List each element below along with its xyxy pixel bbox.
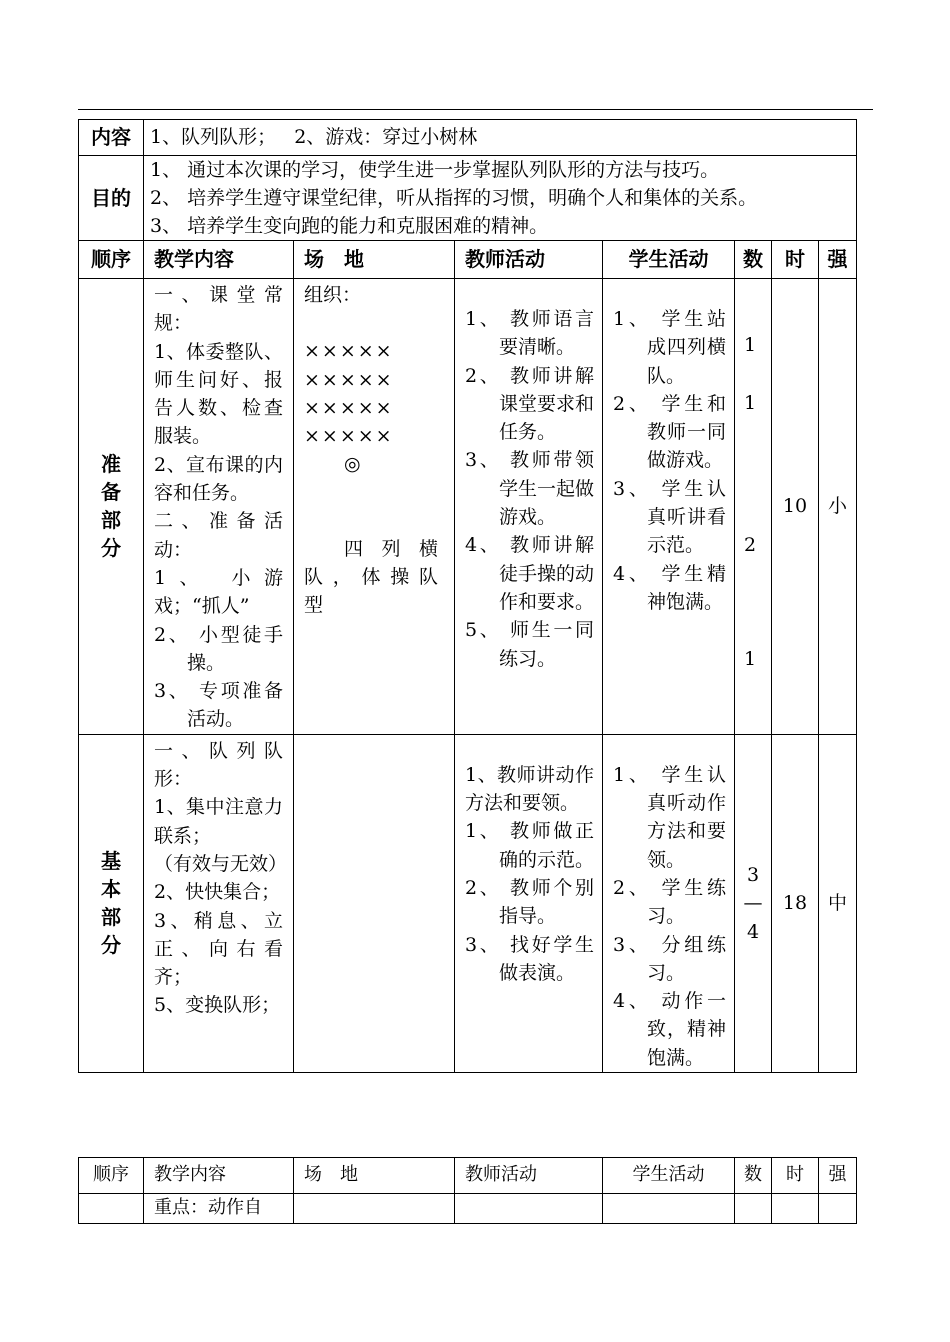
header-count: 数 xyxy=(735,241,772,279)
formation-row: ××××× xyxy=(304,396,394,419)
header-field: 场 地 xyxy=(294,241,455,279)
header-time: 时 xyxy=(772,1158,819,1194)
basic-count: 3 — 4 xyxy=(735,734,772,1072)
formation-row: ××××× xyxy=(304,368,394,391)
header-count: 数 xyxy=(735,1158,772,1194)
field-note: 四列横队，体操队型 xyxy=(304,537,444,617)
prep-row xyxy=(79,279,857,735)
content-text: 1、队列队形； 2、游戏：穿过小树林 xyxy=(144,120,857,156)
header-intensity: 强 xyxy=(819,241,857,279)
basic-teacher: 1、教师讲动作方法和要领。 1、 教师做正确的示范。 2、 教师个别指导。 3、 找好学生做表演。 xyxy=(455,734,603,1072)
prep-field: 组织： ××××× ××××× ××××× ××××× ◎ 四列横队，体操队型 xyxy=(294,279,455,735)
top-rule xyxy=(78,109,873,110)
formation-row: ××××× xyxy=(304,425,394,448)
goal-item: 3、 培养学生变向跑的能力和克服困难的精神。 xyxy=(150,215,549,237)
lesson-plan-table xyxy=(78,119,857,1073)
header-teacher: 教师活动 xyxy=(455,1158,603,1194)
header-time: 时 xyxy=(772,241,819,279)
second-header-row xyxy=(79,1158,857,1194)
prep-label: 准 备 部 分 xyxy=(79,279,144,735)
prep-counts: 1 1 2 1 xyxy=(735,279,772,735)
basic-content: 一、队列队形： 1、集中注意力联系； （有效与无效） 2、快快集合； 3、稍息、立正、向右看齐； 5、变换队形； xyxy=(144,734,294,1072)
header-student: 学生活动 xyxy=(603,241,735,279)
prep-teacher: 1、 教师语言要清晰。 2、 教师讲解课堂要求和任务。 3、 教师带领学生一起做游戏。 4、 教师讲解徒手操的动作和要求。 5、 师生一同练习。 xyxy=(455,279,603,735)
formation-row: ××××× xyxy=(304,340,394,363)
goal-item: 1、 通过本次课的学习，使学生进一步掌握队列队形的方法与技巧。 xyxy=(150,159,720,181)
header-student: 学生活动 xyxy=(603,1158,735,1194)
basic-label: 基 本 部 分 xyxy=(79,734,144,1072)
header-teacher: 教师活动 xyxy=(455,241,603,279)
basic-student: 1、 学生认真听动作方法和要领。 2、 学生练习。 3、 分组练习。 4、 动作一致，精神饱满。 xyxy=(603,734,735,1072)
goal-row xyxy=(79,156,857,241)
prep-time: 10 xyxy=(772,279,819,735)
header-order: 顺序 xyxy=(79,1158,144,1194)
header-content: 教学内容 xyxy=(144,241,294,279)
content-label: 内容 xyxy=(79,120,144,156)
basic-row xyxy=(79,734,857,1072)
goal-item: 2、 培养学生遵守课堂纪律，听从指挥的习惯，明确个人和集体的关系。 xyxy=(150,187,758,209)
header-content: 教学内容 xyxy=(144,1158,294,1194)
header-order: 顺序 xyxy=(79,241,144,279)
second-table xyxy=(78,1157,857,1224)
prep-intensity: 小 xyxy=(819,279,857,735)
basic-field xyxy=(294,734,455,1072)
header-row xyxy=(79,241,857,279)
basic-intensity: 中 xyxy=(819,734,857,1072)
prep-student: 1、 学生站成四列横队。 2、 学生和教师一同做游戏。 3、 学生认真听讲看示范。 4、 学生精神饱满。 xyxy=(603,279,735,735)
header-field: 场 地 xyxy=(294,1158,455,1194)
second-body-row xyxy=(79,1194,857,1224)
content-row xyxy=(79,120,857,156)
prep-content: 一、课堂常规： 1、体委整队、师生问好、报告人数、检查服装。 2、宣布课的内容和任务。 二、准备活动： 1、 小游戏；“抓人” 2、 小型徒手操。 3、 专项准备活动。 xyxy=(144,279,294,735)
focus-cell: 重点：动作自 xyxy=(144,1194,294,1224)
goal-list xyxy=(144,156,857,241)
teacher-position-icon: ◎ xyxy=(344,453,361,476)
basic-time: 18 xyxy=(772,734,819,1072)
goal-label: 目的 xyxy=(79,156,144,241)
header-intensity: 强 xyxy=(819,1158,857,1194)
